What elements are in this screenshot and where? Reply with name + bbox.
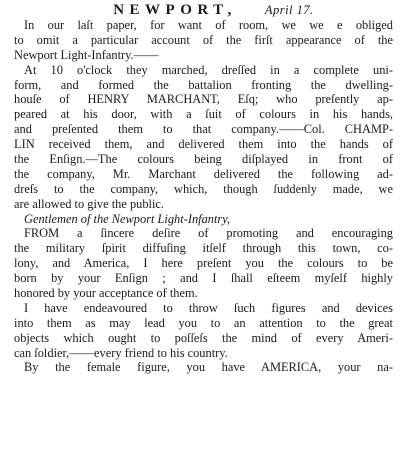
article-line: lony, and America, I here preſent you the colours to be bbox=[14, 256, 393, 271]
article-line: the Enſign.—The colours being diſplayed in front of bbox=[14, 152, 393, 167]
article-line: In our laſt paper, for want of room, we we e obliged bbox=[24, 18, 393, 32]
article-line: the military ſpirit diffuſing itſelf through this town, co- bbox=[14, 241, 393, 256]
article-line: honored by your acceptance of them. bbox=[14, 286, 198, 301]
article-line: I have endeavoured to throw ſuch figures and devices bbox=[24, 300, 393, 315]
article-line: At 10 o'clock they marched, dreſſed in a complete uni- bbox=[24, 62, 393, 77]
article-body bbox=[14, 18, 393, 375]
article-line: FROM a ſincere deſire of promoting and encouraging bbox=[24, 226, 393, 241]
article-line: and preſented them to that company.——Col. CHAMP- bbox=[14, 122, 393, 137]
dateline-place: NEWPORT, bbox=[113, 2, 237, 18]
dateline-date: April 17. bbox=[264, 3, 314, 17]
article-line: Newport Light-Infantry.—— bbox=[14, 47, 159, 62]
article-line: form, and formed the battalion fronting the dwelling- bbox=[14, 77, 393, 92]
article-line: objects which ought to poſſeſs the mind of every Ameri- bbox=[14, 330, 393, 345]
article-line: can ſoldier,——every friend to his country. bbox=[14, 345, 228, 360]
dateline bbox=[34, 2, 393, 18]
article-line: to omit a particular account of the firſt appearance of the bbox=[14, 32, 393, 47]
article-line: born by your Enſign ; and I ſhall eſteem myſelf highly bbox=[14, 271, 393, 286]
article-line: Gentlemen of the Newport Light-Infantry, bbox=[24, 211, 231, 226]
article-line: By the female figure, you have AMERICA, your na- bbox=[24, 360, 393, 375]
article-line: into them as may lead you to an attention to the great bbox=[14, 315, 393, 330]
article-line: dreſs to the company, which, though ſuddenly made, we bbox=[14, 181, 393, 196]
article-line: houſe of HENRY MARCHANT, Eſq; who preſently ap- bbox=[14, 92, 393, 107]
article-line: LIN received them, and delivered them into the hands of bbox=[14, 137, 393, 152]
article-line: the company, Mr. Marchant delivered the following ad- bbox=[14, 166, 393, 181]
article-line: peared at his door, with a ſuit of colours in his hands, bbox=[14, 107, 393, 122]
article-line: are allowed to give the public. bbox=[14, 196, 165, 211]
